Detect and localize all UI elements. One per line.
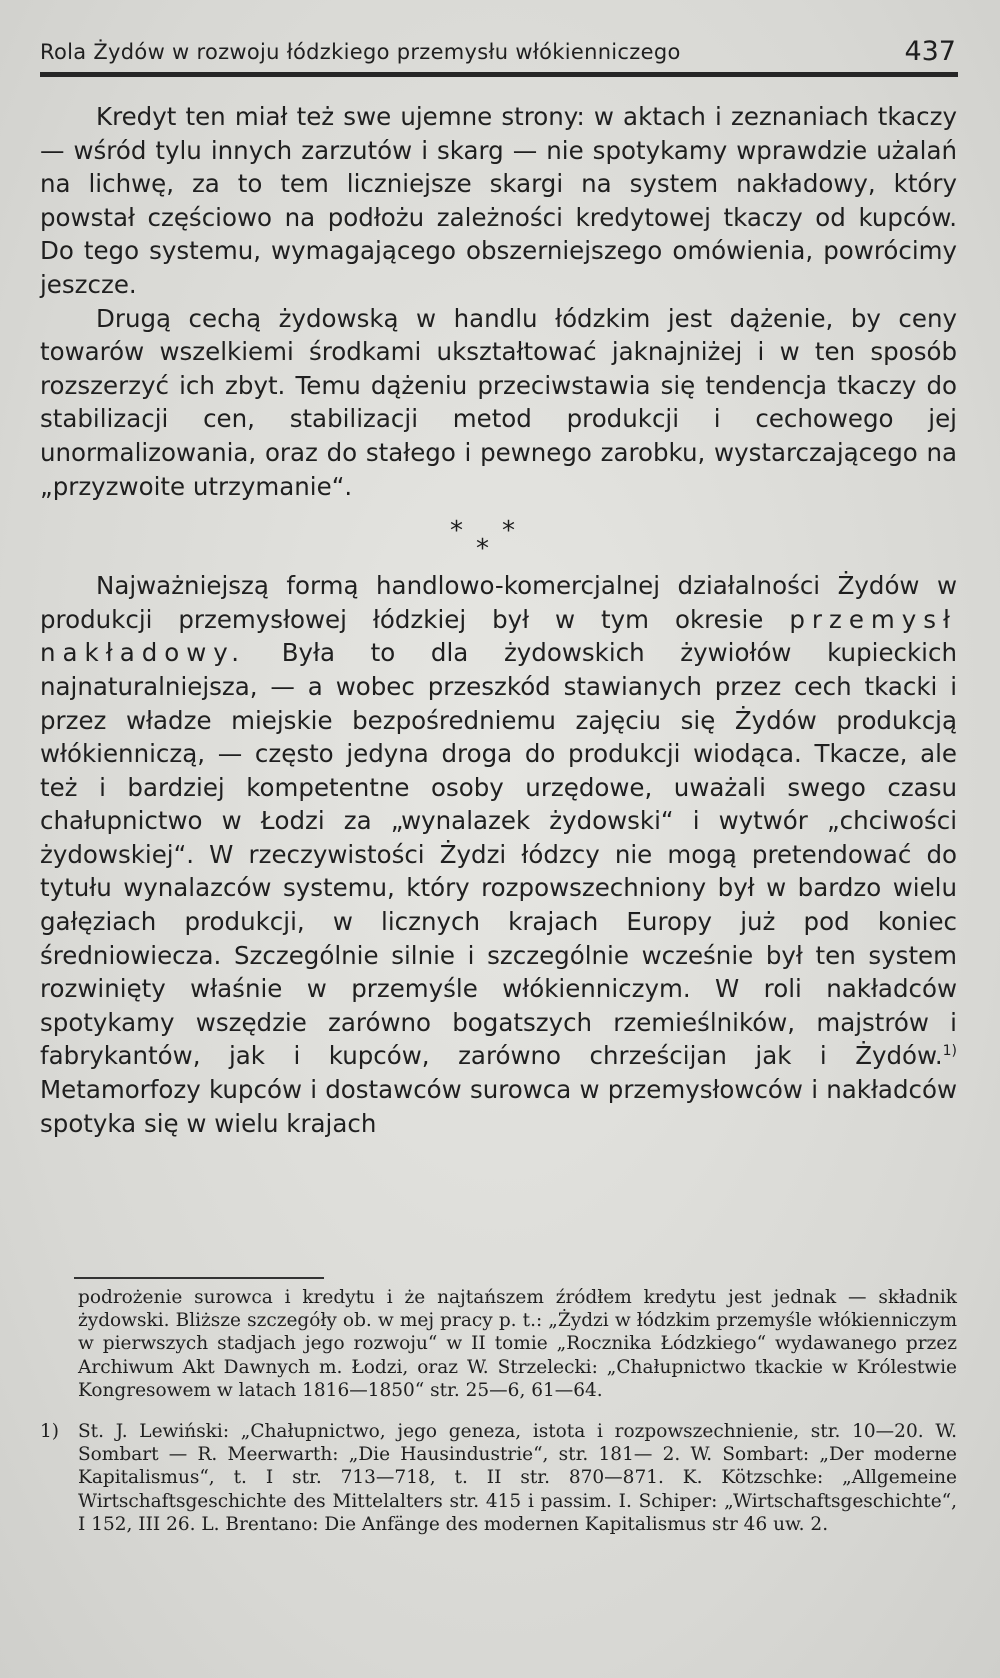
page-number: 437: [904, 36, 956, 67]
asterism-star-left: *: [450, 516, 463, 547]
asterism-star-right: *: [502, 516, 515, 547]
paragraph-3: [40, 569, 957, 1140]
paragraph-1: Kredyt ten miał też swe ujemne strony: w aktach i zeznaniach tkaczy — wśród tylu innych zarzutów i skarg — nie spotykamy wprawdzie użalań na lichwę, za to tem liczniejsze skargi na system nakładowy, który powstał częściowo na podłożu zależności kredytowej tkaczy od kupców. Do tego systemu, wymagającego obszerniejszego omówienia, powrócimy jeszcze.: [40, 102, 957, 299]
paragraph-3-start: Najważniejszą formą handlowo-komercjalnej działalności Żydów w produkcji przemysłowej łódzkiej był w tym okresie: [40, 571, 957, 634]
footnote-continued: podrożenie surowca i kredytu i że najtańszem źródłem kredytu jest jednak — składnik żydowski. Bliższe szczegóły ob. w mej pracy p. t.: „Żydzi w łódzkim przemyśle włókienniczym w pierwszych stadjach jego rozwoju“ w II tomie „Rocznika Łódzkiego“ wydawanego przez Archiwum Akt Dawnych m. Łodzi, oraz W. Strzelecki: „Chałupnictwo tkackie w Królestwie Kongresowem w latach 1816—1850“ str. 25—6, 61—64.: [78, 1287, 957, 1401]
footnote-ref-1: 1): [942, 1043, 957, 1060]
page-header: [40, 36, 958, 72]
paragraph-3-middle: Była to dla żydowskich żywiołów kupieckich najnaturalniejsza, — a wobec przeszkód stawianych przez cech tkacki i przez władze miejskie bezpośredniemu zajęciu się Żydów produkcją włókienniczą, — często jedyna droga do produkcji wiodąca. Tkacze, ale też i bardziej kompetentne osoby urzędowe, uważali swego czasu chałupnictwo w Łodzi za „wynalazek żydowski“ i wytwór „chciwości żydowskiej“. W rzeczywistości Żydzi łódzcy nie mogą pretendować do tytułu wynalazców systemu, który rozpowszechniony był w bardzo wielu gałęziach produkcji, w licznych krajach Europy już pod koniec średniowiecza. Szczególnie silnie i szczególnie wcześnie był ten system rozwinięty właśnie w przemyśle włókienniczym. W roli nakładców spotykamy wszędzie zarówno bogatszych rzemieślników, majstrów i fabrykantów, jak i kupców, zarówno chrześcijan jak i Żydów.: [40, 638, 957, 1071]
running-head: Rola Żydów w rozwoju łódzkiego przemysłu włókienniczego: [40, 40, 681, 64]
footnotes: [40, 1286, 957, 1536]
paragraph-2: Drugą cechą żydowską w handlu łódzkim jest dążenie, by ceny towarów wszelkiemi środkami ukształtować jaknajniżej i w ten sposób rozszerzyć ich zbyt. Temu dążeniu przeciwstawia się tendencja tkaczy do stabilizacji cen, stabilizacji metod produkcji i cechowego jej unormalizowania, oraz do stałego i pewnego zarobku, wystarczającego na „przyzwoite utrzymanie“.: [40, 303, 957, 501]
asterism-divider: [40, 503, 957, 569]
main-text: [40, 100, 957, 1140]
footnote-1-text: St. J. Lewiński: „Chałupnictwo, jego geneza, istota i rozpowszechnienie, str. 10—20. W. Sombart — R. Meerwarth: „Die Hausindustrie“, str. 181— 2. W. Sombart: „Der moderne Kapitalismus“, t. I str. 713—718, t. II str. 870—871. K. Kötzschke: „Allgemeine Wirtschaftsgeschichte des Mittelalters str. 415 i passim. I. Schiper: „Wirtschaftsgeschichte“, I 152, III 26. L. Brentano: Die Anfänge des modernen Kapitalismus str 46 uw. 2.: [78, 1421, 957, 1535]
asterism-star-bottom: *: [476, 534, 489, 565]
footnote-1-mark: 1): [40, 1421, 59, 1443]
paragraph-3-end: Metamorfozy kupców i dostawców surowca w przemysłowców i nakładców spotyka się w wielu krajach: [40, 1075, 957, 1138]
emphasized-term: przemysł nakładowy.: [40, 604, 957, 668]
footnote-1: [40, 1420, 957, 1536]
header-rule: [40, 72, 958, 77]
footnote-rule: [74, 1277, 324, 1279]
